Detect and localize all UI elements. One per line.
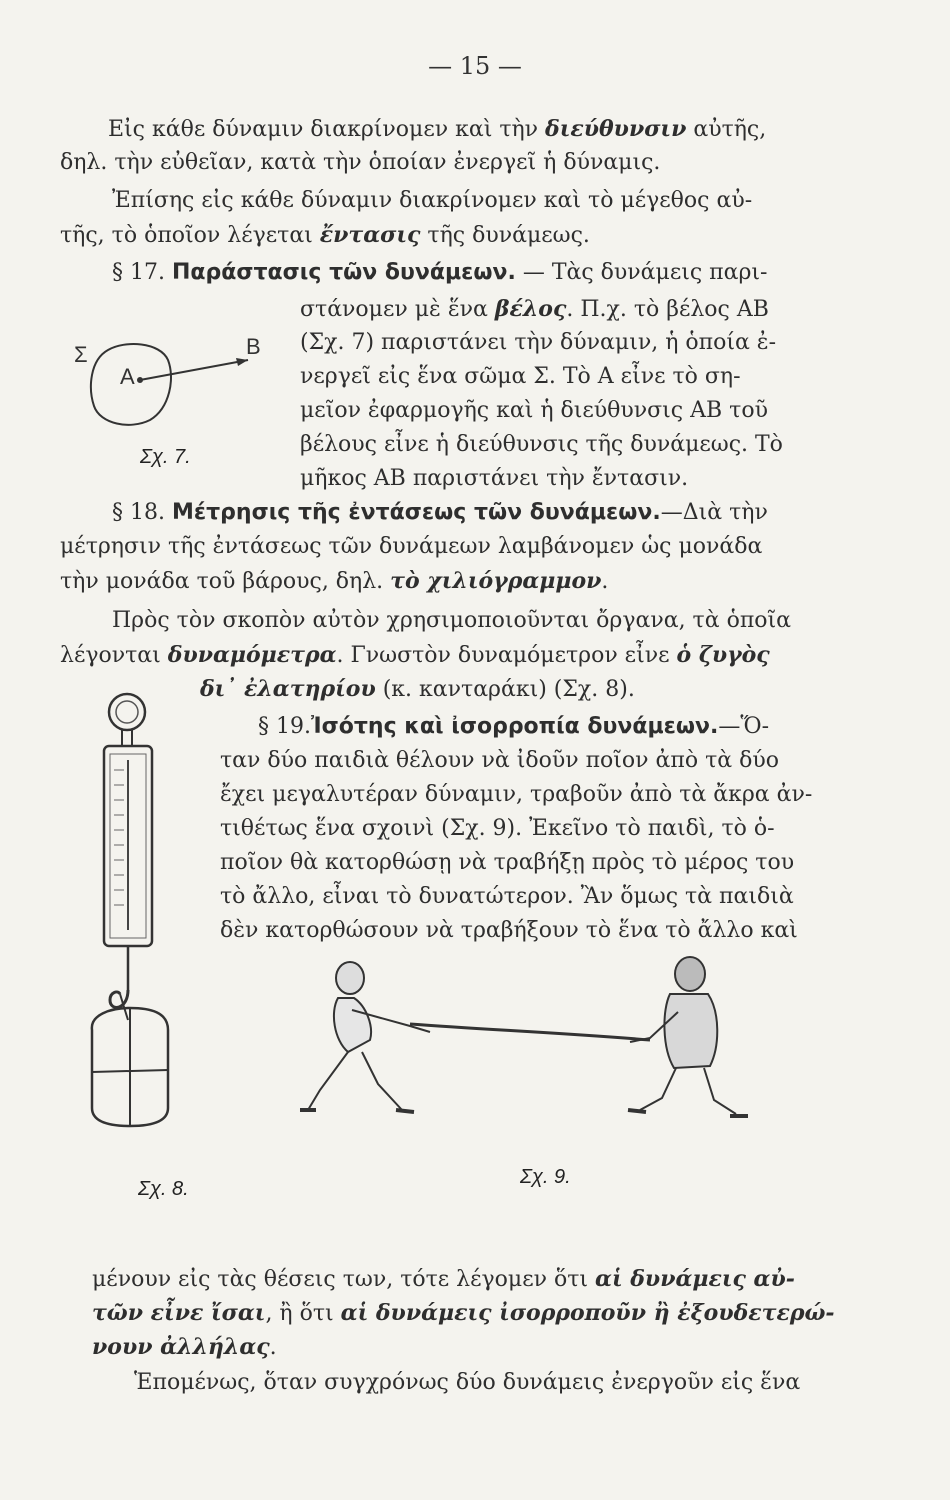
section-18-heading bbox=[112, 496, 768, 530]
right-boy-figure bbox=[628, 957, 748, 1116]
label-b: Β bbox=[246, 334, 261, 359]
sec18-line3 bbox=[60, 564, 608, 599]
text-span: Εἰς κάθε δύναμιν διακρίνομεν καὶ τὴν bbox=[108, 117, 546, 142]
figure-9-tug-of-war bbox=[290, 960, 750, 1160]
text-span: , ἢ ὅτι bbox=[265, 1301, 341, 1326]
text-span: αὐτῆς, bbox=[686, 117, 767, 142]
sec18-line5 bbox=[60, 638, 770, 673]
figure-9-caption: Σχ. 9. bbox=[520, 1166, 571, 1188]
sec17-line3: (Σχ. 7) παριστάνει τὴν δύναμιν, ἡ ὁποία ἐ- bbox=[300, 330, 777, 355]
right-boy-head bbox=[675, 957, 705, 991]
sec17-line2 bbox=[300, 292, 769, 327]
scale-ring bbox=[109, 694, 145, 730]
text-span: λέγονται bbox=[60, 643, 168, 668]
section-title: Ἰσότης καὶ ἰσορροπία δυνάμεων. bbox=[310, 714, 719, 739]
section-title: Μέτρησις τῆς ἐντάσεως τῶν δυνάμεων. bbox=[171, 500, 661, 525]
closing-line3 bbox=[92, 1330, 277, 1365]
text-span: — Τὰς δυνάμεις παρι- bbox=[515, 260, 768, 285]
para1-line2: δηλ. τὴν εὐθεῖαν, κατὰ τὴν ὁποίαν ἐνεργεῖ ἡ δύναμις. bbox=[60, 150, 661, 175]
scale-hook bbox=[110, 990, 128, 1007]
sec17-line7: μῆκος ΑΒ παριστάνει τὴν ἔντασιν. bbox=[300, 466, 689, 491]
term-dynamometer: δυναμόμετρα bbox=[167, 642, 337, 668]
sec19-line3: ἔχει μεγαλυτέραν δύναμιν, τραβοῦν ἀπὸ τὰ ἄκρα ἀν- bbox=[220, 782, 813, 807]
sec19-line5: ποῖον θὰ κατορθώσῃ νὰ τραβήξῃ πρὸς τὸ μέρος του bbox=[220, 850, 795, 875]
right-boy-torso bbox=[664, 994, 717, 1068]
scale-ring-inner bbox=[116, 701, 138, 723]
scale-neck bbox=[122, 730, 132, 746]
figure-8-caption: Σχ. 8. bbox=[138, 1178, 189, 1200]
para2-line1: Ἐπίσης εἰς κάθε δύναμιν διακρίνομεν καὶ τὸ μέγεθος αὐ- bbox=[112, 188, 753, 213]
sec19-line2: ταν δύο παιδιὰ θέλουν νὰ ἰδοῦν ποῖον ἀπὸ τὰ δύο bbox=[220, 748, 779, 773]
left-boy-head bbox=[336, 962, 364, 994]
text-span: μένουν εἰς τὰς θέσεις των, τότε λέγομεν ὅτι bbox=[92, 1267, 596, 1292]
term-cancel: νουν ἀλλήλας bbox=[92, 1334, 270, 1360]
section-number: § 19. bbox=[258, 714, 311, 739]
right-boy-shoe bbox=[628, 1110, 646, 1112]
left-boy-shoe bbox=[396, 1110, 414, 1112]
term-kilogram: τὸ χιλιόγραμμον bbox=[390, 568, 602, 594]
section-number: § 18. bbox=[112, 500, 172, 525]
page-number: — 15 — bbox=[428, 52, 522, 80]
term-forces: αἱ δυνάμεις αὐ- bbox=[595, 1266, 795, 1292]
section-19-heading bbox=[258, 710, 769, 744]
para1-line1 bbox=[108, 112, 766, 147]
term-intensity: ἔντασις bbox=[319, 222, 421, 248]
sec18-line4: Πρὸς τὸν σκοπὸν αὐτὸν χρησιμοποιοῦνται ὄργανα, τὰ ὁποῖα bbox=[112, 608, 792, 633]
text-span: τῆς δυνάμεως. bbox=[420, 223, 590, 248]
figure-8-spring-scale bbox=[80, 690, 200, 1160]
text-span: (κ. κανταράκι) (Σχ. 8). bbox=[375, 677, 635, 702]
scale-ticks bbox=[114, 770, 124, 905]
sec18-line2: μέτρησιν τῆς ἐντάσεως τῶν δυνάμεων λαμβάνομεν ὡς μονάδα bbox=[60, 534, 763, 559]
left-boy-torso bbox=[334, 998, 371, 1052]
sec17-line5: μεῖον ἐφαρμογῆς καὶ ἡ διεύθυνσις ΑΒ τοῦ bbox=[300, 398, 768, 423]
text-span: τὴν μονάδα τοῦ βάρους, δηλ. bbox=[60, 569, 391, 594]
sec18-line6 bbox=[200, 672, 635, 707]
text-span: . bbox=[601, 569, 609, 594]
text-span: —Διὰ τὴν bbox=[660, 500, 768, 525]
right-boy-leg-back bbox=[704, 1068, 736, 1114]
text-span: τῆς, τὸ ὁποῖον λέγεται bbox=[60, 223, 320, 248]
text-span: . bbox=[269, 1335, 277, 1360]
section-number: § 17. bbox=[112, 260, 172, 285]
term-equilibrium: αἱ δυνάμεις ἰσορροποῦν ἢ ἐξουδετερώ- bbox=[340, 1300, 835, 1326]
right-boy-leg-front bbox=[640, 1068, 676, 1110]
closing-line2 bbox=[92, 1296, 835, 1331]
closing-line4: Ἑπομένως, ὅταν συγχρόνως δύο δυνάμεις ἐνεργοῦν εἰς ἕνα bbox=[134, 1370, 801, 1395]
term-direction: διεύθυνσιν bbox=[545, 116, 687, 142]
text-span: . Γνωστὸν δυναμόμετρον εἶνε bbox=[336, 643, 677, 668]
arrowhead-icon bbox=[236, 358, 248, 366]
label-sigma: Σ bbox=[74, 342, 88, 367]
text-span: στάνομεν μὲ ἕνα bbox=[300, 297, 495, 322]
term-arrow: βέλος bbox=[494, 296, 567, 322]
left-boy-figure bbox=[300, 962, 430, 1112]
text-span: . Π.χ. τὸ βέλος ΑΒ bbox=[566, 297, 769, 322]
sec19-line6: τὸ ἄλλο, εἶναι τὸ δυνατώτερον. Ἂν ὅμως τὰ παιδιὰ bbox=[220, 884, 794, 909]
sec17-line6: βέλους εἶνε ἡ διεύθυνσις τῆς δυνάμεως. Τὸ bbox=[300, 432, 783, 457]
section-title: Παράστασις τῶν δυνάμεων. bbox=[171, 260, 516, 285]
sec19-line7: δὲν κατορθώσουν νὰ τραβήξουν τὸ ἕνα τὸ ἄλλο καὶ bbox=[220, 918, 798, 943]
term-equal: τῶν εἶνε ἴσαι bbox=[92, 1300, 266, 1326]
left-boy-leg-front bbox=[362, 1052, 402, 1110]
label-a: Α bbox=[120, 364, 135, 389]
section-17-heading bbox=[112, 256, 767, 290]
force-arrow-line bbox=[140, 360, 248, 380]
text-span: —Ὅ- bbox=[718, 714, 770, 739]
term-spring-scale: ὁ ζυγὸς bbox=[676, 642, 770, 668]
para2-line2 bbox=[60, 218, 590, 253]
closing-line1 bbox=[92, 1262, 795, 1297]
left-boy-leg-back bbox=[308, 1052, 348, 1110]
figure-7-caption: Σχ. 7. bbox=[140, 446, 191, 468]
term-spring: δι᾽ ἐλατηρίου bbox=[200, 676, 376, 702]
sec19-line4: τιθέτως ἕνα σχοινὶ (Σχ. 9). Ἐκεῖνο τὸ παιδὶ, τὸ ὁ- bbox=[220, 816, 775, 841]
sec17-line4: νεργεῖ εἰς ἕνα σῶμα Σ. Τὸ Α εἶνε τὸ ση- bbox=[300, 364, 741, 389]
application-point bbox=[137, 377, 143, 383]
rope bbox=[410, 1024, 650, 1040]
